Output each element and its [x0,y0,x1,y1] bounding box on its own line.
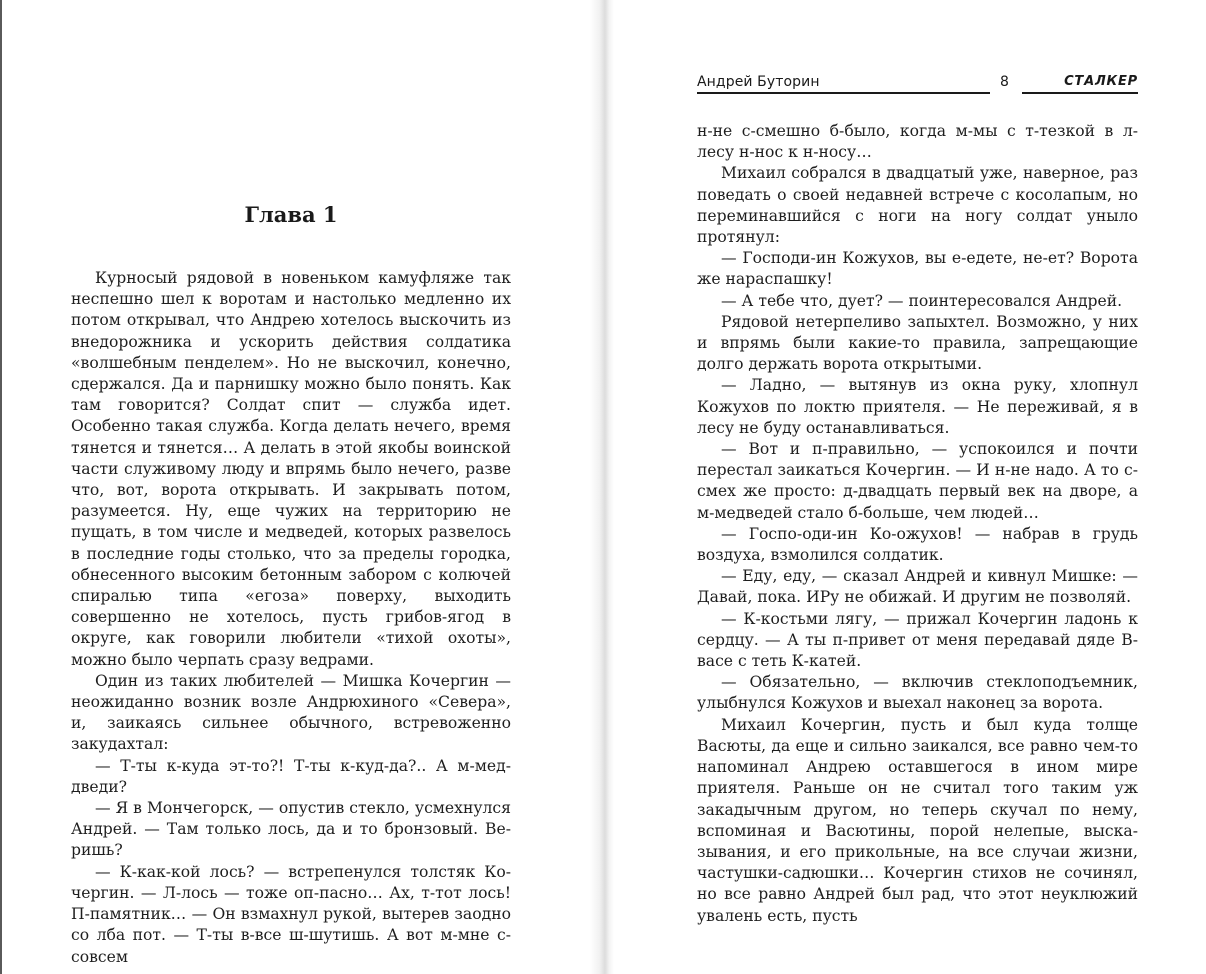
running-header [697,72,1138,96]
left-page-body [71,268,511,968]
header-rule [1022,92,1138,94]
series-title: СТАЛКЕР [1064,74,1138,89]
paragraph: — К-костьми лягу, — прижал Кочергин ладонь к сердцу. — А ты п-привет от меня передавай дяде В-васе с теть К-катей. [697,609,1138,671]
paragraph: — Еду, еду, — сказал Андрей и кивнул Мишке: — Давай, пока. ИРу не обижай. И другим не позволяй. [697,567,1138,607]
paragraph: Рядовой нетерпеливо запыхтел. Возможно, у них и впрямь были какие-то правила, запрещающие долго держать ворота открытыми. [697,312,1138,374]
paragraph: — Обязательно, — включив стеклоподъемник, улыбнулся Кожухов и выехал наконец за ворота. [697,673,1138,713]
header-rule [697,92,990,94]
paragraph: — Т-ты к-куда эт-то?! Т-ты к-куд-да?.. А м-мед-дведи? [71,756,511,796]
chapter-title: Глава 1 [244,202,338,227]
right-page-body [697,121,1138,927]
paragraph: — Вот и п-правильно, — успокоился и почти перестал заикаться Кочергин. — И н-не надо. А то с-смех же просто: д-двадцать первый век на дворе, а м-медведей стало б-больше, чем людей… [697,440,1138,522]
paragraph: — Я в Мончегорск, — опустив стекло, усмехнулся Андрей. — Там только лось, да и то бронзовый. Веришь? [71,799,511,860]
paragraph: Один из таких любителей — Мишка Кочергин — неожиданно возник возле Андрюхиного «Севера», и, заикаясь сильнее обычного, встревоженно закудахтал: [71,671,511,754]
paragraph: Михаил Кочергин, пусть и был куда толще Васюты, да еще и сильно заикался, все равно чем-то напоминал Андрею оставшегося в ином мире приятеля. Раньше он не считал того таким уж закадычным другом, но теперь скучал по нему, вспоминая и Васютины, порой нелепые, высказывания, и его прикольные, на все случаи жизни, частушки-садюшки… Кочергин стихов не сочинял, но все равно Андрей был рад, что этот неуклюжий увалень есть, пусть [697,715,1138,925]
paragraph: — Госпо-оди-ин Ко-ожухов! — набрав в грудь воздуха, взмолился солдатик. [697,524,1138,565]
paragraph-continuation: н-не с-смешно б-было, когда м-мы с т-тезкой в л-лесу н-нос к н-носу… [697,122,1138,162]
paragraph: — К-как-кой лось? — встрепенулся толстяк Кочергин. — Л-лось — тоже оп-пасно… Ах, т-тот лось! П-памятник… — Он взмахнул рукой, вытерев заодно со лба пот. — Т-ты в-все ш-шутишь. А вот м-мне с-совсем [71,862,511,966]
book-gutter [590,0,614,974]
paragraph: Михаил собрался в двадцатый уже, наверное, раз поведать о своей недавней встрече с косолапым, но переминавшийся с ноги на ногу солдат уныло протянул: [697,164,1138,247]
page-edge [0,0,2,974]
paragraph: — А тебе что, дует? — поинтересовался Андрей. [721,291,1123,310]
paragraph: — Ладно, — вытянув из окна руку, хлопнул Кожухов по локтю приятеля. — Не переживай, я в лесу не буду останавливаться. [697,376,1138,437]
paragraph: — Господи-ин Кожухов, вы е-едете, не-ет? Ворота же нараспашку! [697,249,1138,289]
paragraph: Курносый рядовой в новеньком камуфляже так неспешно шел к воротам и настолько медленно их потом открывал, что Андрею хотелось выскочить из внедорожника и ускорить действия солдатика «волшебным пенделем». Но не выскочил, конечно, сдержался. Да и парнишку можно было понять. Как там говорится? Солдат спит — служба идет. Особенно такая служба. Когда делать нечего, время тянется и тянется… А делать в этой якобы воинской части служивому люду и впрямь было нечего, разве что, вот, ворота открывать. И закрывать потом, разумеется. Ну, еще чужих на территорию не пущать, в том числе и медведей, которых развелось в последние годы столько, что за пределы городка, обнесенного высоким бетонным забором с колючей спиралью типа «егоза» поверху, выходить совершенно не хотелось, пусть грибов-ягод в округе, как говорили любители «тихой охоты», можно было черпать сразу ведрами. [71,269,511,669]
running-header-author: Андрей Буторин [697,74,820,90]
page-number: 8 [1000,74,1009,90]
